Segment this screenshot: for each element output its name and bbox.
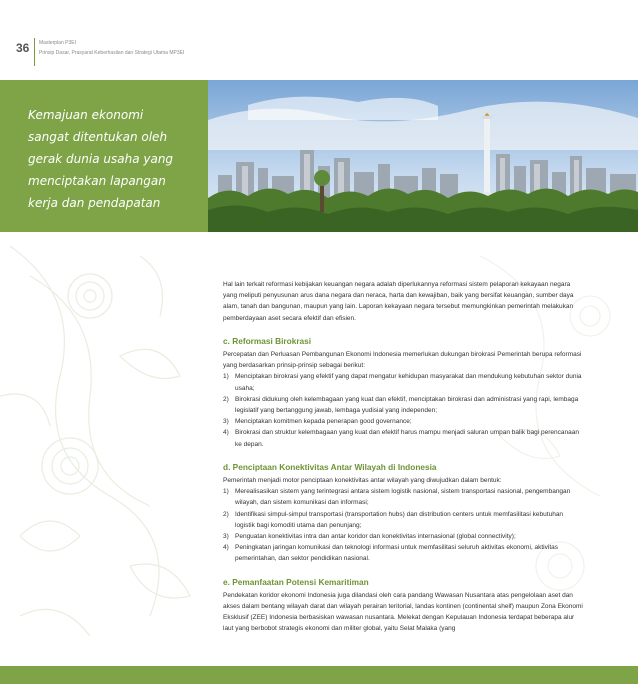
city-skyline-photo [208,80,638,232]
item-number: 3) [223,533,229,541]
item-number: 2) [223,395,229,403]
section-title: c. Reformasi Birokrasi [223,335,312,346]
quote-line: sangat ditentukan oleh [28,130,168,144]
section-title: d. Penciptaan Konektivitas Antar Wilayah di Indonesia [223,461,437,472]
section-kemaritiman [223,577,583,635]
item-text: Merealisasikan sistem yang terintegrasi antara sistem logistik nasional, sistem transportasi nasional, pengembangan wilayah, dan sistem komunikasi dan informasi; [235,488,571,507]
section-lead: Pendekatan koridor ekonomi Indonesia juga dilandasi oleh cara pandang Wawasan Nusantara atas pengelolaan aset dan akses dalam bentang wilayah darat dan wilayah perairan teritorial, landas kontinen (continental shelf) maupun Zona Ekonomi Eksklusif (ZEE) Indonesia berbasiskan wawasan nusantara. Melekat dengan Kepulauan Indonesia terdapat beberapa alur laut yang berbobot strategis ekonomi dan militer global, yaitu Selat Malaka (yang [223,591,583,633]
list-item [223,531,583,542]
section-konektivitas [223,462,583,565]
item-text: Menciptakan birokrasi yang efektif yang dapat mengatur kehidupan masyarakat dan mendukung kebutuhan sektor dunia usaha; [235,373,582,392]
item-text: Birokrasi dan struktur kelembagaan yang kuat dan efektif harus mampu menjadi saluran umpan balik bagi perencanaan ke depan. [235,429,579,448]
header-subtitle: Prinsip Dasar, Prasyarat Keberhasilan dan Strategi Utama MP3EI [39,50,185,56]
list-item [223,371,583,393]
list-item [223,394,583,416]
page-number: 36 [16,41,30,55]
header-title: Masterplan P3EI [39,40,76,46]
list-item [223,427,583,449]
item-text: Identifikasi simpul-simpul transportasi (transportation hubs) dan distribution centers untuk memfasilitasi kebutuhan logistik bagi komoditi utama dan penunjang; [235,510,564,529]
quote-line: menciptakan lapangan [28,174,166,188]
floral-ornament-left [0,236,215,666]
list-item [223,416,583,427]
section-lead: Pemerintah menjadi motor penciptaan konektivitas antar wilayah yang diwujudkan dalam bentuk: [223,477,502,485]
item-number: 4) [223,544,229,552]
footer-bar [0,666,638,684]
item-number: 1) [223,373,229,381]
list-item [223,509,583,531]
section-title: e. Pemanfaatan Potensi Kemaritiman [223,576,369,587]
intro-paragraph: Hal lain terkait reformasi kebijakan keuangan negara adalah diperlukannya reformasi sistem pelaporan kekayaan negara yang meliputi penyusunan arus dana negara dan neraca, harta dan kewajiban, baik yang bersifat keuangan, sumber daya alam, tanah dan bangunan, maupun yang lain. Laporan kekayaan negara tersebut memungkinkan pemerintah melakukan pemberdayaan aset secara efektif dan efisien. [223,281,574,322]
item-text: Birokrasi didukung oleh kelembagaan yang kuat dan efektif, menciptakan birokrasi dan administrasi yang rapi, lembaga legislatif yang bertanggung jawab, lembaga yudisial yang independen; [235,395,579,415]
section-lead: Percepatan dan Perluasan Pembangunan Ekonomi Indonesia memerlukan dukungan birokrasi Pemerintah berupa reformasi yang berdasarkan prinsip-prinsip sebagai berikut: [223,351,582,370]
item-number: 3) [223,418,229,426]
quote-line: Kemajuan ekonomi [28,108,144,122]
list-item [223,486,583,508]
section-reformasi-birokrasi [223,336,583,450]
item-number: 2) [223,510,229,518]
quote-line: kerja dan pendapatan [28,196,161,210]
list-item [223,542,583,564]
item-number: 4) [223,429,229,437]
body-text [223,279,583,635]
item-text: Penguatan konektivitas intra dan antar koridor dan konektivitas internasional (global connectivity); [235,533,516,541]
banner-quote [28,104,208,214]
quote-line: gerak dunia usaha yang [28,152,174,166]
header-divider [34,38,35,66]
item-number: 1) [223,488,229,496]
item-text: Menciptakan komitmen kepada penerapan good governance; [235,418,412,426]
item-text: Peningkatan jaringan komunikasi dan teknologi informasi untuk memfasilitasi seluruh aktivitas ekonomi, aktivitas pemerintahan, dan sektor pendidikan nasional. [235,544,558,563]
page-header [0,0,638,70]
